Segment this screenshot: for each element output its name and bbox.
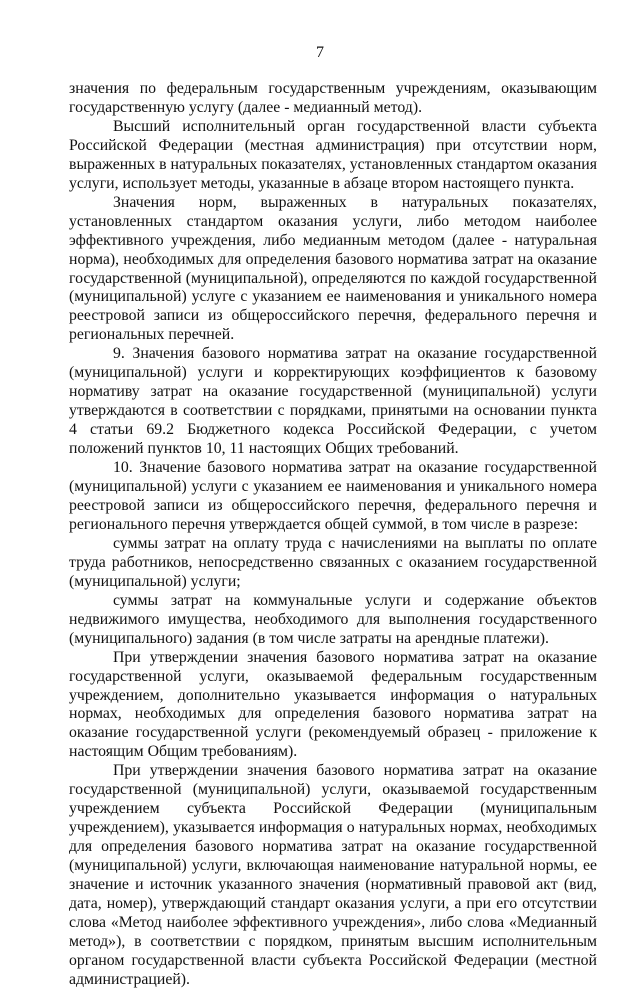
paragraph-labor-costs: суммы затрат на оплату труда с начислениями на выплаты по оплате труда работников, непосредственно связанных с оказанием государственной (муниципальной) услуги; (69, 534, 597, 590)
paragraph-natural-norms: Значения норм, выраженных в натуральных показателях, установленных стандартом оказания услуги, либо методом наиболее эффективного учреждения, либо медианным методом (далее - натуральная норма), необходимых для определения базового норматива затрат на оказание государственной (муниципальной), определяются по каждой государственной (муниципальной) услуге с указанием ее наименования и уникального номера реестровой записи из общероссийского перечня, федерального перечня и региональных перечней. (69, 193, 597, 344)
paragraph-highest-executive-body: Высший исполнительный орган государственной власти субъекта Российской Федерации (местная администрация) при отсутствии норм, выраженных в натуральных показателях, установленных стандартом оказания услуги, использует методы, указанные в абзаце втором настоящего пункта. (69, 117, 597, 192)
page-number: 7 (316, 44, 324, 61)
paragraph-federal-approval: При утверждении значения базового норматива затрат на оказание государственной услуги, оказываемой федеральным государственным учреждением, дополнительно указывается информация о натуральных нормах, необходимых для определения базового норматива затрат на оказание государственной услуги (рекомендуемый образец - приложение к настоящим Общим требованиям). (69, 648, 597, 761)
paragraph-item-10: 10. Значение базового норматива затрат на оказание государственной (муниципальной) услуги с указанием ее наименования и уникального номера реестровой записи из общероссийского перечня, федерального перечня и регионального перечня утверждается общей суммой, в том числе в разрезе: (69, 459, 597, 533)
paragraph-continuation: значения по федеральным государственным учреждениям, оказывающим государственную услугу (далее - медианный метод). (69, 80, 597, 116)
paragraph-utility-costs: суммы затрат на коммунальные услуги и содержание объектов недвижимого имущества, необходимого для выполнения государственного (муниципального) задания (в том числе затраты на арендные платежи). (69, 591, 597, 647)
paragraph-regional-approval: При утверждении значения базового норматива затрат на оказание государственной (муниципальной) услуги, оказываемой государственным учреждением субъекта Российской Федерации (муниципальным учреждением), указывается информация о натуральных нормах, необходимых для определения базового норматива затрат на оказание государственной (муниципальной) услуги, включающая наименование натуральной нормы, ее значение и источник указанного значения (нормативный правовой акт (вид, дата, номер), утверждающий стандарт оказания услуги, а при его отсутствии слова «Метод наиболее эффективного учреждения», либо слова «Медианный метод»), в соответствии с порядком, принятым высшим исполнительным органом государственной власти субъекта Российской Федерации (местной администрацией). (69, 762, 597, 988)
paragraph-item-9: 9. Значения базового норматива затрат на оказание государственной (муниципальной) услуги и корректирующих коэффициентов к базовому нормативу затрат на оказание государственной (муниципальной) услуги утверждаются в соответствии с порядками, принятыми на основании пункта 4 статьи 69.2 Бюджетного кодекса Российской Федерации, с учетом положений пунктов 10, 11 настоящих Общих требований. (69, 345, 597, 458)
document-body (69, 80, 597, 990)
